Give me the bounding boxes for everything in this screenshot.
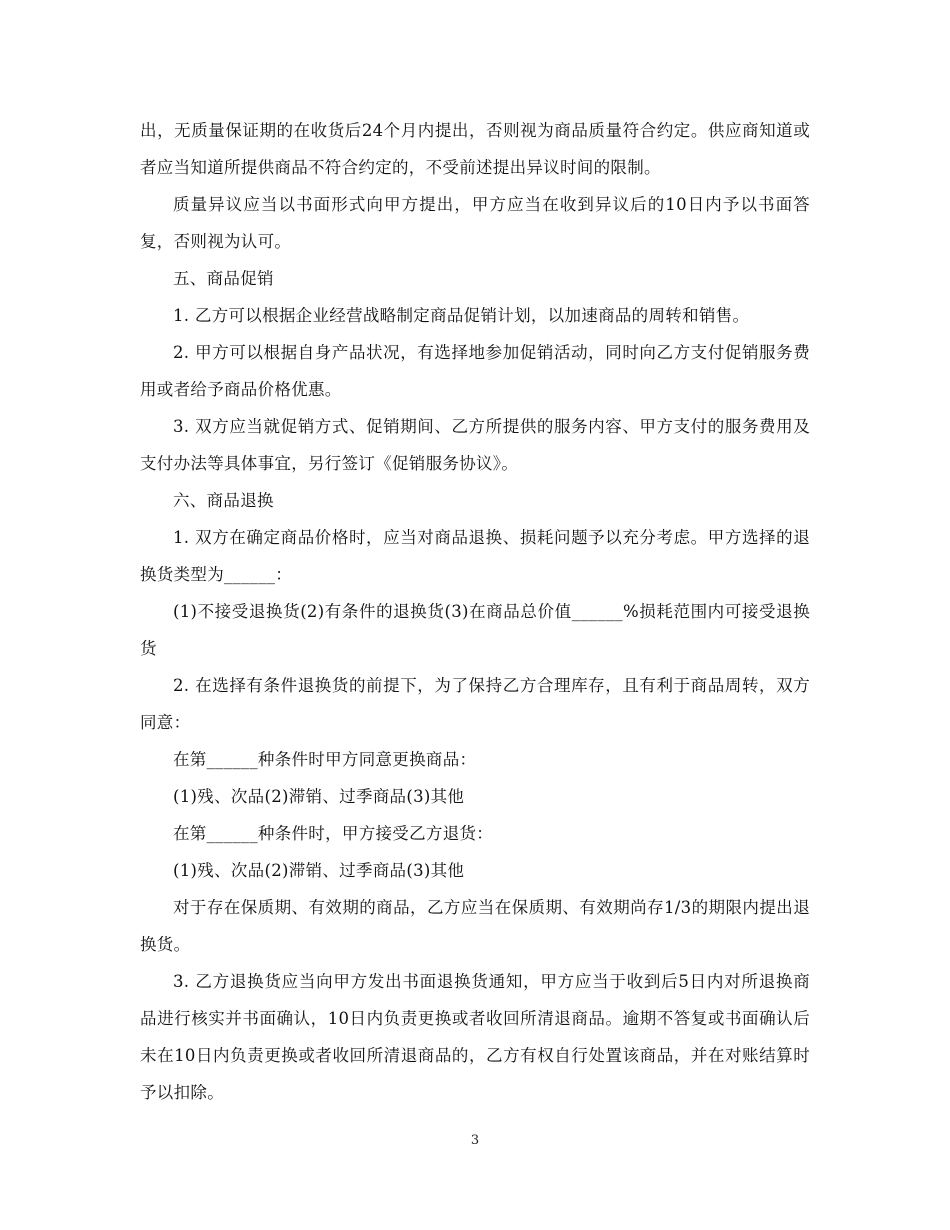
paragraph-return-condition: 在第______种条件时，甲方接受乙方退货： (173, 824, 494, 843)
paragraph-quality-period: 出，无质量保证期的在收货后24个月内提出，否则视为商品质量符合约定。供应商知道或者应当知道所提供商品不符合约定的，不受前述提出异议时间的限制。 (140, 121, 810, 177)
document-body (140, 112, 810, 1111)
paragraph-promotion-2: 2. 甲方可以根据自身产品状况，有选择地参加促销活动，同时向乙方支付促销服务费用或者给予商品价格优惠。 (140, 343, 810, 399)
paragraph-promotion-3: 3. 双方应当就促销方式、促销期间、乙方所提供的服务内容、甲方支付的服务费用及支付办法等具体事宜，另行签订《促销服务协议》。 (140, 417, 810, 473)
paragraph-exchange-options: (1)残、次品(2)滞销、过季商品(3)其他 (173, 787, 465, 806)
section-heading-promotion: 五、商品促销 (173, 269, 274, 288)
section-heading-returns: 六、商品退换 (173, 491, 274, 510)
paragraph-return-types: (1)不接受退换货(2)有条件的退换货(3)在商品总价值______%损耗范围内可接受退换货 (140, 602, 810, 658)
paragraph-promotion-1: 1. 乙方可以根据企业经营战略制定商品促销计划，以加速商品的周转和销售。 (173, 306, 750, 325)
paragraph-exchange-condition: 在第______种条件时甲方同意更换商品： (173, 750, 477, 769)
paragraph-returns-3: 3. 乙方退换货应当向甲方发出书面退换货通知，甲方应当于收到后5日内对所退换商品进行核实并书面确认，10日内负责更换或者收回所清退商品。逾期不答复或书面确认后未在10日内负责更换或者收回所清退商品的，乙方有权自行处置该商品，并在对账结算时予以扣除。 (140, 972, 810, 1102)
paragraph-returns-2: 2. 在选择有条件退换货的前提下，为了保持乙方合理库存，且有利于商品周转，双方同意： (140, 676, 810, 732)
paragraph-shelf-life: 对于存在保质期、有效期的商品，乙方应当在保质期、有效期尚存1/3的期限内提出退换货。 (140, 898, 810, 954)
paragraph-return-options: (1)残、次品(2)滞销、过季商品(3)其他 (173, 861, 465, 880)
paragraph-returns-1: 1. 双方在确定商品价格时，应当对商品退换、损耗问题予以充分考虑。甲方选择的退换货类型为______： (140, 528, 810, 584)
page-number: 3 (470, 1133, 480, 1148)
paragraph-quality-objection: 质量异议应当以书面形式向甲方提出，甲方应当在收到异议后的10日内予以书面答复，否则视为认可。 (140, 195, 810, 251)
